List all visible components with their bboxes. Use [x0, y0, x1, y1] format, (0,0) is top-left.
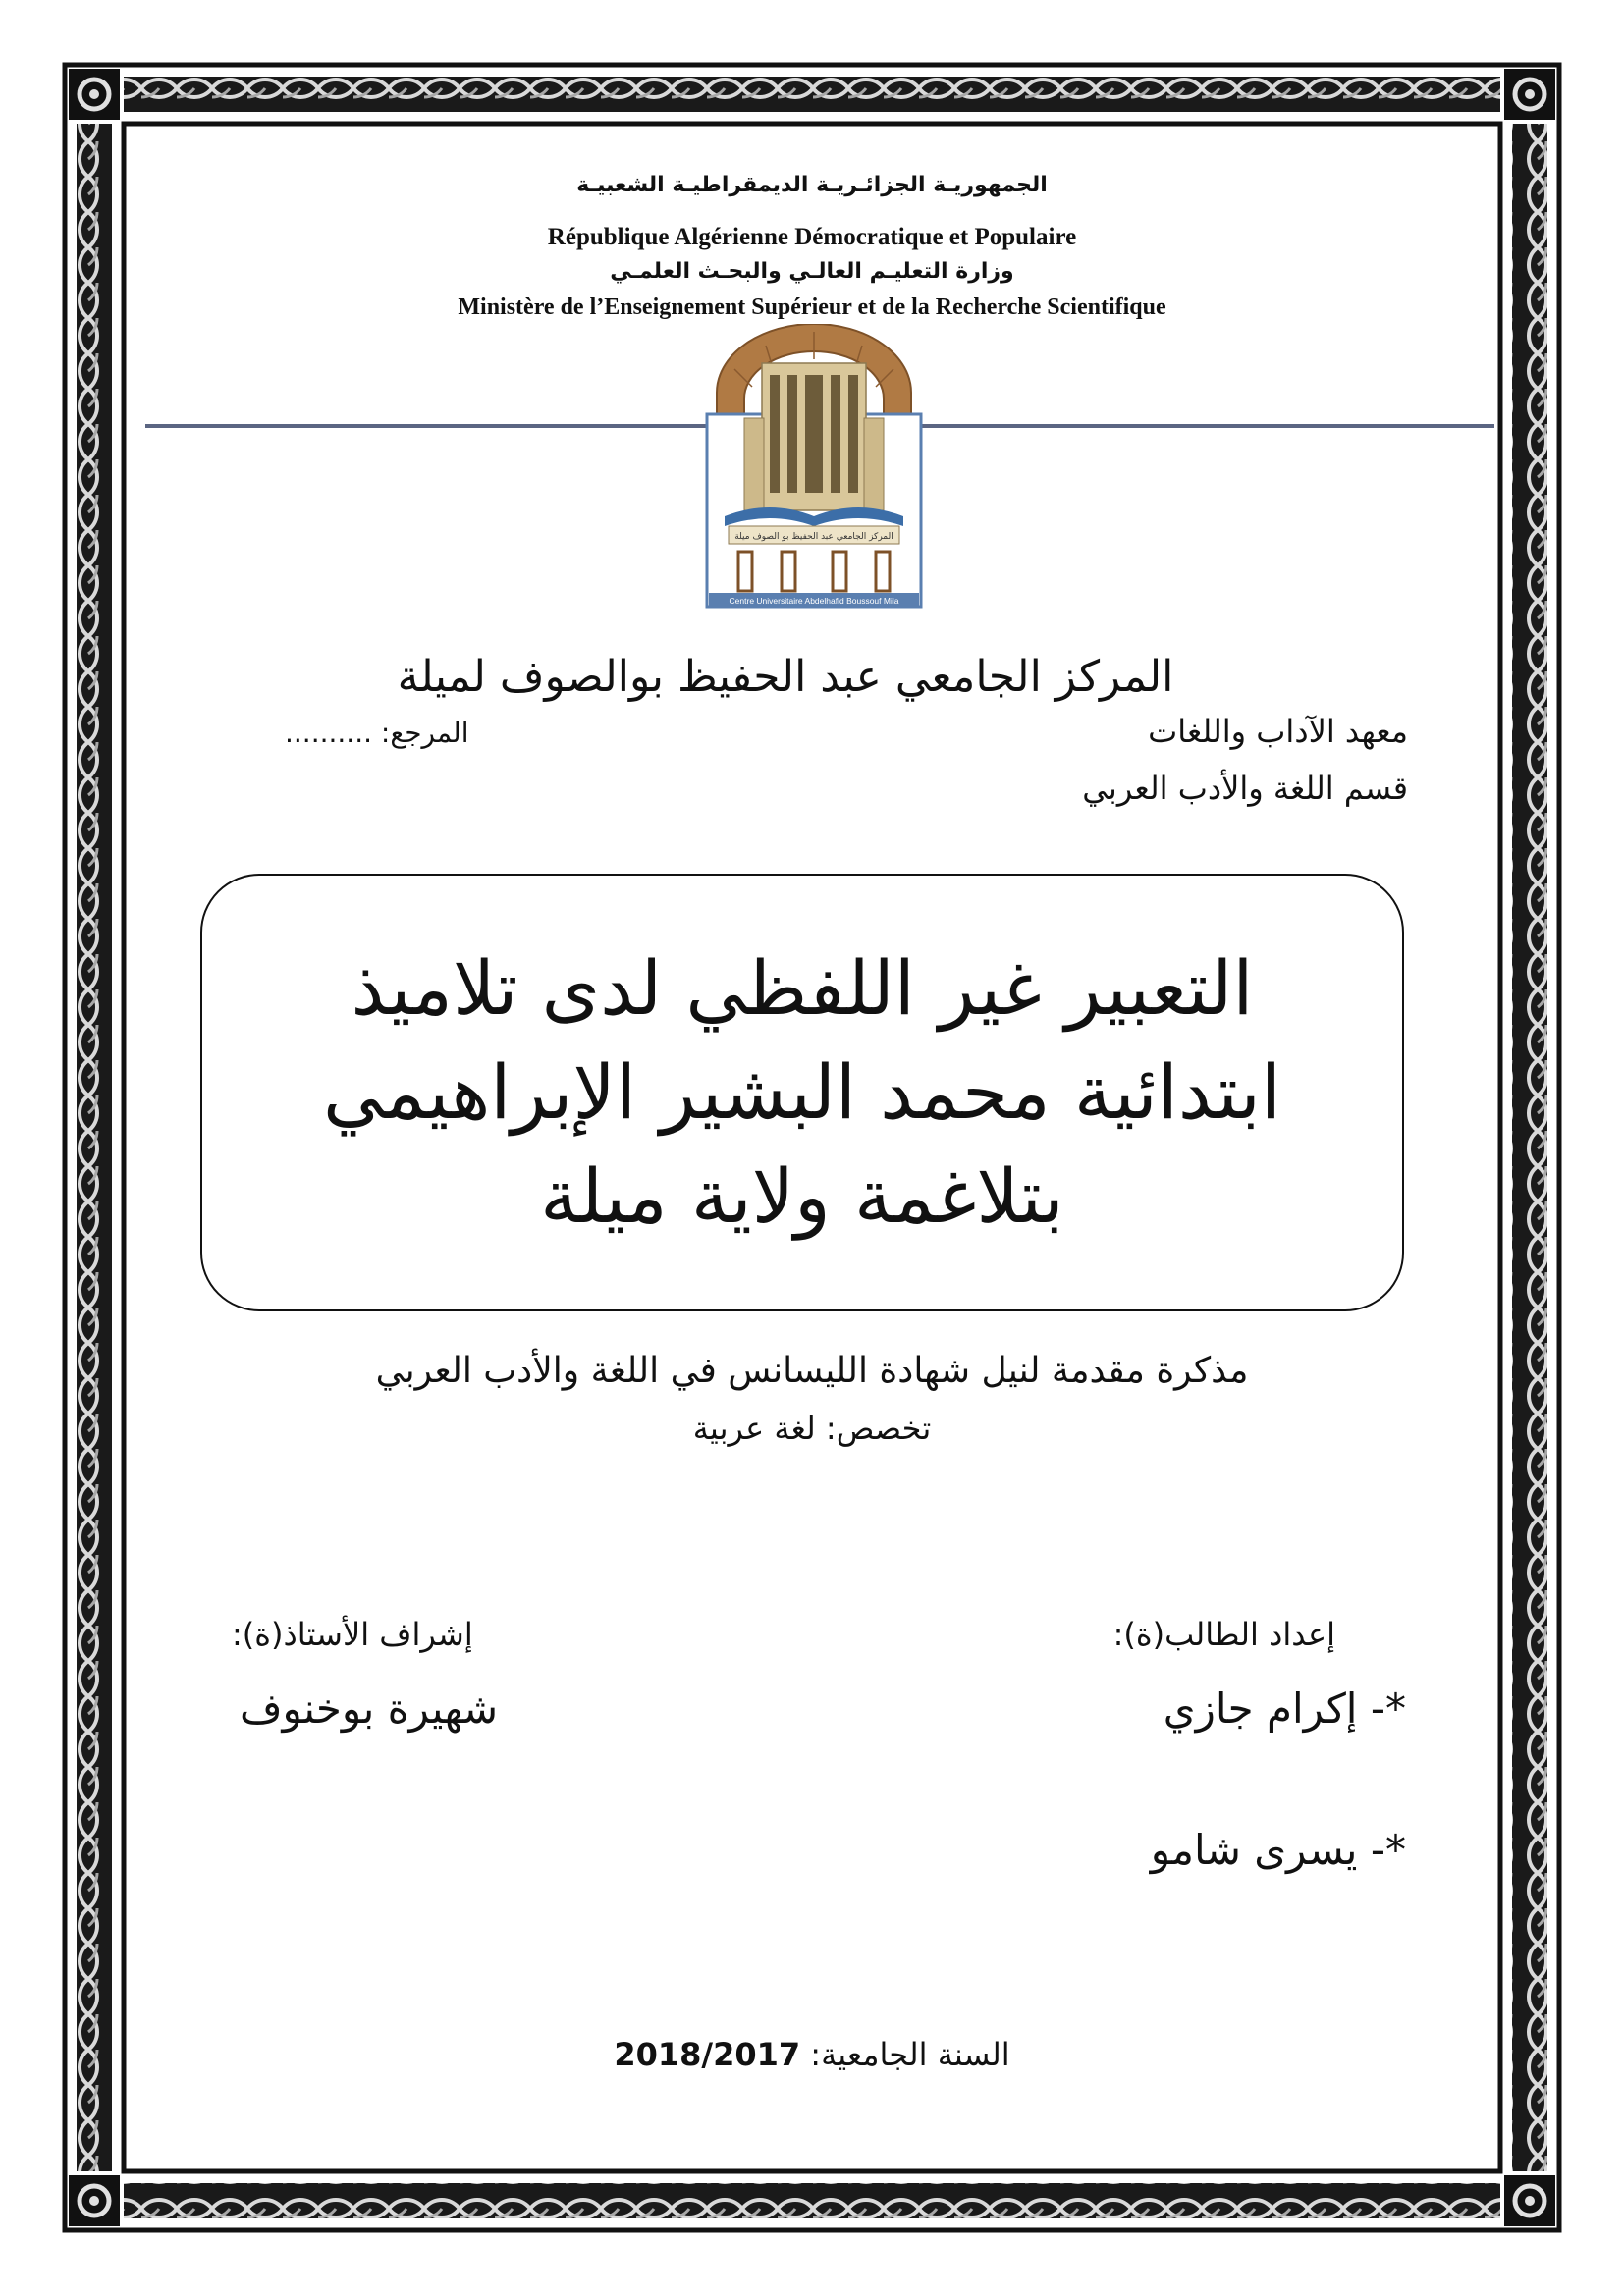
university-logo: [705, 324, 923, 609]
academic-year-value: 2018/2017: [614, 2036, 801, 2073]
ministry-french: Ministère de l’Enseignement Supérieur et de la Recherche Scientifique: [458, 294, 1166, 320]
reference-field: المرجع: ..........: [285, 717, 469, 749]
student-name-1: *- إكرام جازي: [1163, 1684, 1406, 1733]
thesis-title-box: [200, 874, 1404, 1311]
thesis-title-line-2: ابتدائية محمد البشير الإبراهيمي: [323, 1048, 1281, 1136]
student-name-2: *- يسرى شامو: [1150, 1826, 1406, 1874]
university-center-name: المركز الجامعي عبد الحفيظ بوالصوف لميلة: [397, 652, 1174, 702]
institute-name: معهد الآداب واللغات: [1148, 713, 1408, 750]
republic-arabic: الجمهوريـة الجزائـريـة الديمقراطيـة الشعبيـة: [576, 173, 1048, 197]
supervisor-name: شهيرة بوخنوف: [240, 1684, 499, 1733]
header-divider-left: [145, 424, 715, 428]
thesis-title-line-1: التعبير غير اللفظي لدى تلاميذ: [351, 944, 1254, 1032]
ministry-arabic: وزارة التعليـم العالـي والبحـث العلمـي: [610, 259, 1014, 284]
prepared-by-label: إعداد الطالب(ة):: [1112, 1616, 1335, 1653]
header-divider-right: [913, 424, 1494, 428]
academic-year-label: السنة الجامعية:: [810, 2036, 1010, 2073]
logo-caption-french: Centre Universitaire Abdelhafid Boussouf Mila: [729, 596, 899, 606]
logo-caption-arabic: المركز الجامعي عبد الحفيظ بو الصوف ميلة: [734, 532, 893, 542]
thesis-title-line-3: بتلاغمة ولاية ميلة: [540, 1152, 1064, 1240]
department-name: قسم اللغة والأدب العربي: [1082, 770, 1408, 807]
speciality: تخصص: لغة عربية: [692, 1410, 932, 1447]
republic-french: République Algérienne Démocratique et Populaire: [547, 224, 1077, 250]
degree-statement: مذكرة مقدمة لنيل شهادة الليسانس في اللغة والأدب العربي: [375, 1351, 1249, 1391]
academic-year: [0, 2036, 1624, 2073]
supervision-label: إشراف الأستاذ(ة):: [232, 1616, 473, 1653]
